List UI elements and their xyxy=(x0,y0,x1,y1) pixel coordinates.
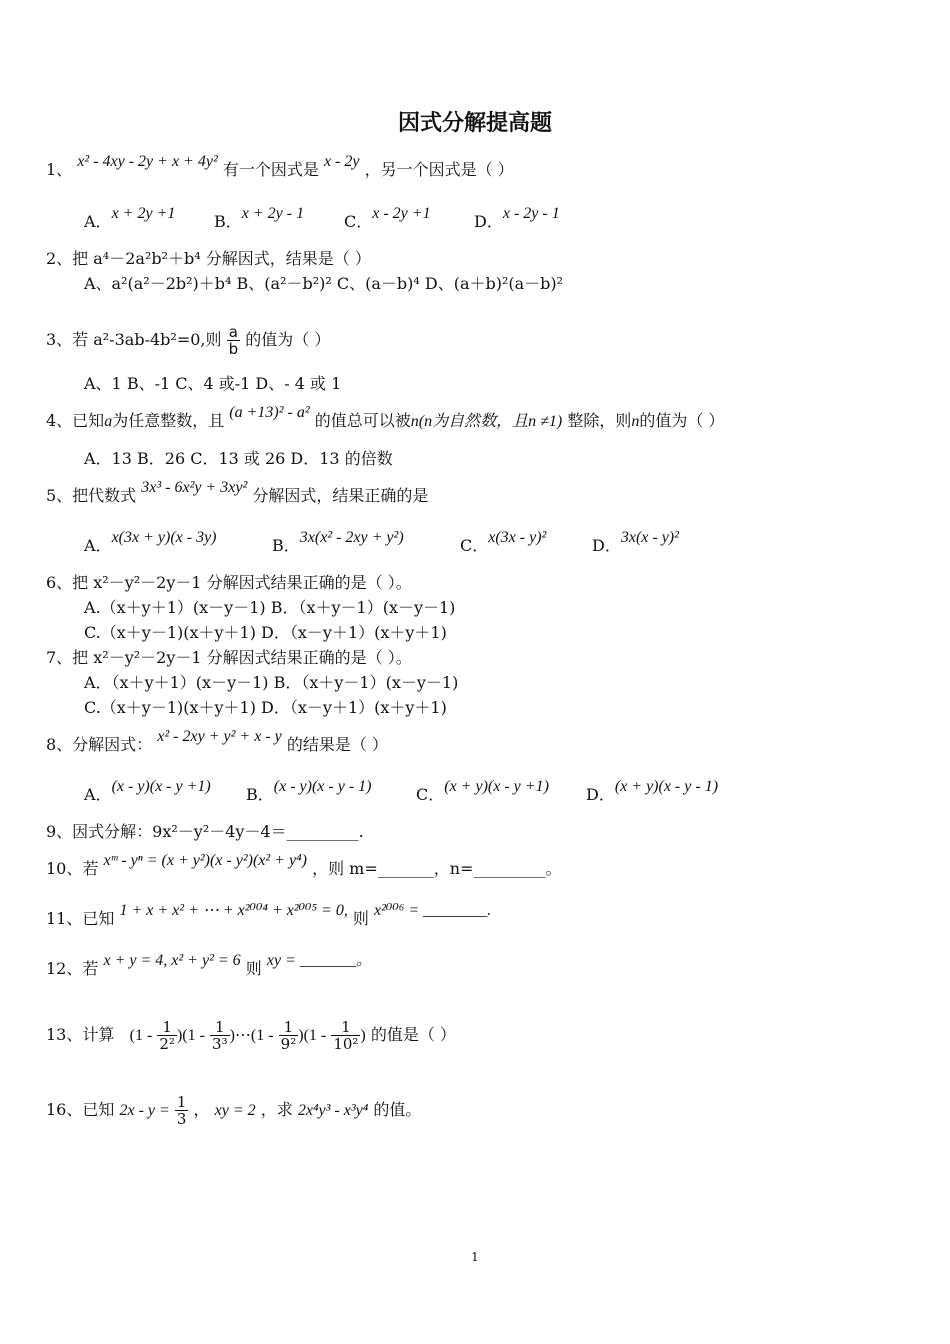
option-a[interactable]: A．x + 2y +1 xyxy=(84,205,176,231)
math-expression: x²⁰⁰⁶ = ________. xyxy=(374,902,492,919)
fraction: $\frac{1}{\text{9²}}$ xyxy=(280,1018,297,1053)
page-number: 1 xyxy=(471,1250,479,1264)
question-2: 2、把 a⁴－2a²b²＋b⁴ 分解因式，结果是（ ） xyxy=(46,249,371,268)
option-b[interactable]: B．(x - y)(x - y - 1) xyxy=(246,778,372,804)
question-7-options-1[interactable]: A．（x＋y＋1）(x－y－1) B．（x＋y－1）(x－y－1) xyxy=(84,673,459,692)
question-8-options xyxy=(84,778,719,806)
fraction: $\frac{1}{\text{2²}}$ xyxy=(159,1018,175,1053)
question-10: 10、若 xᵐ - yⁿ = (x + y²)(x - y²)(x² + y⁴) ，则 m=_______，n=_________。 xyxy=(46,852,562,878)
question-7: 7、把 x²－y²－2y－1 分解因式结果正确的是（ ）。 xyxy=(46,648,412,667)
fraction: $\frac{1}{\text{3³}}$ xyxy=(212,1018,228,1053)
math-expression: xy = 2 xyxy=(214,1102,256,1119)
question-8: 8、分解因式： x² - 2xy + y² + x - y 的结果是（ ） xyxy=(46,728,388,754)
math-expression: 3x³ - 6x²y + 3xy² xyxy=(141,479,248,496)
question-13: 13、计算 (1 - $\frac{1}{\text{2²}}$ )(1 - $\frac{1}{\text{3³}}$ )⋯(1 - $\frac{1}{\text{9²}}$ )(1 - $\frac{1}{\text{10²}}$ ) 的值是（ ） xyxy=(46,1018,456,1053)
math-expression: x + y = 4, x² + y² = 6 xyxy=(103,952,241,969)
math-expression: (a +13)² - a² xyxy=(229,404,310,421)
page-title: 因式分解提高题 xyxy=(397,111,552,136)
fraction-a-over-b: $\frac{a}{b}$ xyxy=(228,323,239,358)
question-6-options-2[interactable]: C.（x＋y－1)(x＋y＋1) D．（x－y＋1）(x＋y＋1) xyxy=(84,623,447,642)
question-3: 3、若 a²-3ab-4b²=0,则 $\frac{a}{b}$ 的值为（ ） xyxy=(46,323,331,358)
question-6: 6、把 x²－y²－2y－1 分解因式结果正确的是（ ）。 xyxy=(46,573,412,592)
question-12: 12、若 x + y = 4, x² + y² = 6 则 xy = _______。 xyxy=(46,952,372,978)
question-7-options-2[interactable]: C.（x＋y－1)(x＋y＋1) D．（x－y＋1）(x＋y＋1) xyxy=(84,698,447,717)
question-6-options-1[interactable]: A.（x＋y＋1）(x－y－1) B．（x＋y－1）(x－y－1) xyxy=(84,598,456,617)
option-d[interactable]: D．3x(x - y)² xyxy=(592,529,679,555)
question-5-options xyxy=(84,529,679,557)
question-5: 5、把代数式 3x³ - 6x²y + 3xy² 分解因式，结果正确的是 xyxy=(46,479,429,505)
math-expression: 2x - y = xyxy=(119,1102,170,1119)
option-d[interactable]: D．x - 2y - 1 xyxy=(474,205,560,231)
math-expression: xᵐ - yⁿ = (x + y²)(x - y²)(x² + y⁴) xyxy=(103,852,307,869)
question-text: ，另一个因式是（ ） xyxy=(364,160,514,179)
question-text: 有一个因式是 xyxy=(222,160,319,179)
option-c[interactable]: C．(x + y)(x - y +1) xyxy=(416,778,549,804)
question-2-options[interactable]: A、a²(a²－2b²)＋b⁴ B、(a²－b²)² C、(a－b)⁴ D、(a＋b)²(a－b)² xyxy=(84,274,564,293)
option-c[interactable]: C．x - 2y +1 xyxy=(344,205,431,231)
question-16: 16、已知 2x - y = $\frac{1}{3}$ ， xy = 2 ，求 2x⁴y³ - x³y⁴ 的值。 xyxy=(46,1093,422,1128)
question-number: 1、 xyxy=(46,160,73,179)
option-b[interactable]: B．x + 2y - 1 xyxy=(214,205,305,231)
math-expression: x² - 4xy - 2y + x + 4y² xyxy=(77,153,218,170)
question-1 xyxy=(46,153,514,181)
question-4-options[interactable]: A．13 B．26 C．13 或 26 D．13 的倍数 xyxy=(84,449,393,468)
question-1-options xyxy=(84,205,560,233)
math-expression: 1 + x + x² + ⋯ + x²⁰⁰⁴ + x²⁰⁰⁵ = 0, xyxy=(119,902,348,919)
math-expression: x - 2y xyxy=(323,153,360,170)
math-expression: x² - 2xy + y² + x - y xyxy=(157,728,282,745)
question-4: 4、已知a为任意整数，且 (a +13)² - a² 的值总可以被n(n为自然数，且n ≠1) 整除，则n的值为（ ） xyxy=(46,404,725,430)
question-3-options[interactable]: A、1 B、-1 C、4 或-1 D、- 4 或 1 xyxy=(84,374,342,393)
question-11: 11、已知 1 + x + x² + ⋯ + x²⁰⁰⁴ + x²⁰⁰⁵ = 0, 则 x²⁰⁰⁶ = ________. xyxy=(46,902,492,928)
option-b[interactable]: B．3x(x² - 2xy + y²) xyxy=(272,529,404,555)
question-9: 9、因式分解：9x²－y²－4y－4＝_________. xyxy=(46,822,364,841)
option-c[interactable]: C．x(3x - y)² xyxy=(460,529,547,555)
option-d[interactable]: D．(x + y)(x - y - 1) xyxy=(586,778,719,804)
math-expression: 2x⁴y³ - x³y⁴ xyxy=(297,1102,369,1119)
option-a[interactable]: A．(x - y)(x - y +1) xyxy=(84,778,211,804)
fraction: $\frac{1}{\text{10²}}$ xyxy=(333,1018,359,1053)
math-expression: n(n为自然数，且n ≠1) xyxy=(410,413,563,430)
option-a[interactable]: A．x(3x + y)(x - 3y) xyxy=(84,529,217,555)
math-expression: xy = _______。 xyxy=(266,952,372,969)
fraction: $\frac{1}{3}$ xyxy=(176,1093,187,1128)
